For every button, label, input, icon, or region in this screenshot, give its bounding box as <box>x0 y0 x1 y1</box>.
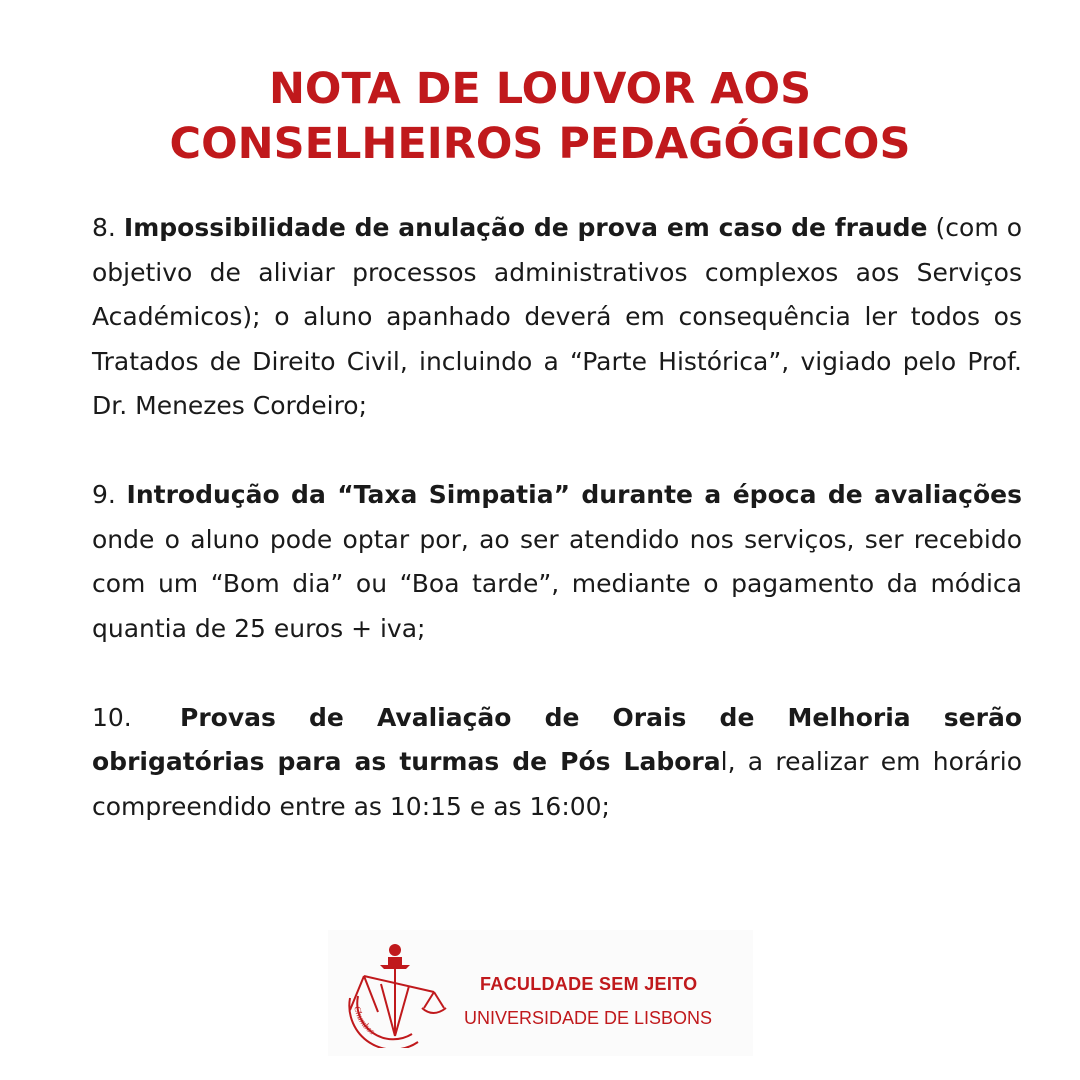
paragraph-spacer <box>92 651 1022 696</box>
item-heading: Introdução da “Taxa Simpatia” durante a época de avaliações <box>126 480 1022 509</box>
seal-text: Chumbos <box>352 1005 377 1037</box>
paragraph-spacer <box>92 429 1022 474</box>
list-item-8 <box>92 206 1022 429</box>
university-logo <box>328 930 753 1056</box>
list-item-9 <box>92 473 1022 651</box>
list-item-10 <box>92 696 1022 830</box>
item-text: onde o aluno pode optar por, ao ser atendido nos serviços, ser recebido com um “Bom dia” ou “Boa tarde”, mediante o pagamento da módica quantia de 25 euros + iva; <box>92 524 1022 643</box>
item-heading: Impossibilidade de anulação de prova em caso de fraude <box>123 213 928 242</box>
svg-text:Chumbos <box>352 1005 377 1037</box>
scales-of-justice-seal-icon <box>336 936 454 1048</box>
page-title <box>0 62 1080 172</box>
item-heading: Provas de Avaliação de Orais de Melhoria serão obrigatórias para as turmas de Pós Labora <box>92 702 1022 776</box>
page-title-line-2: CONSELHEIROS PEDAGÓGICOS <box>169 119 911 169</box>
logo-name: FACULDADE SEM JEITO <box>480 974 698 994</box>
item-text: (com o objetivo de aliviar processos administrativos complexos aos Serviços Académicos); o aluno apanhado deverá em consequência ler todos os Tratados de Direito Civil, incluindo a “Parte Histórica”, vigiado pelo Prof. Dr. Menezes Cordeiro; <box>92 213 1022 420</box>
page-title-line-1: NOTA DE LOUVOR AOS <box>268 64 812 114</box>
item-number: 10. <box>92 702 132 732</box>
document-body <box>92 206 1022 829</box>
logo-subtitle: UNIVERSIDADE DE LISBONS <box>464 1008 713 1028</box>
item-number: 8. <box>92 213 116 242</box>
item-text: l, a realizar em horário compreendido entre as 10:15 e as 16:00; <box>92 747 1022 821</box>
item-number: 9. <box>92 480 116 509</box>
